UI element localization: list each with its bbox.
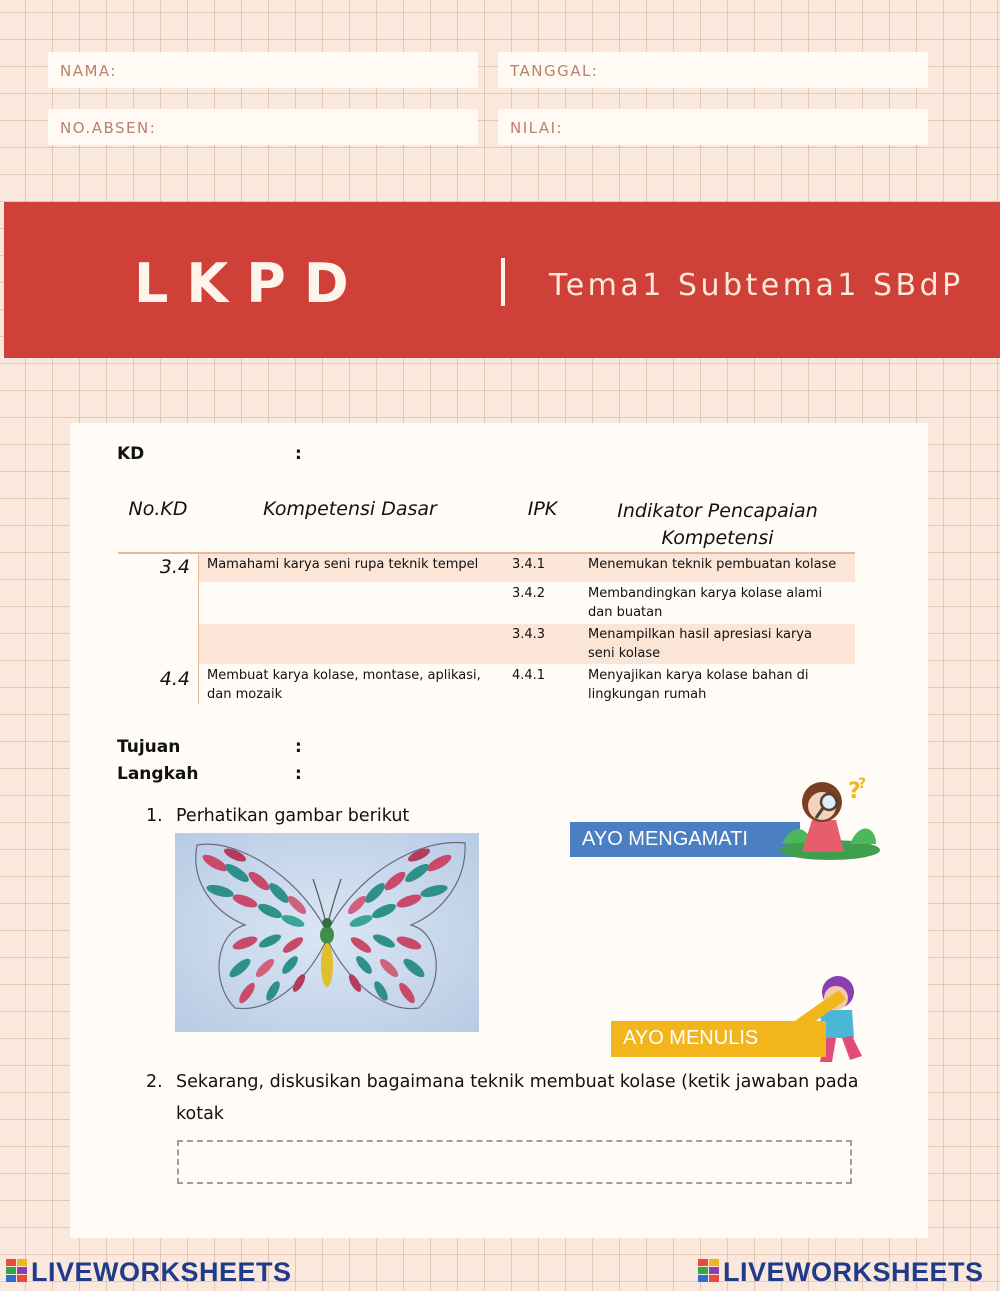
absen-field[interactable] bbox=[48, 109, 478, 145]
title-banner bbox=[4, 202, 1000, 358]
langkah-colon: : bbox=[295, 764, 302, 784]
svg-text:?: ? bbox=[848, 779, 861, 804]
table-cell-ipk: 3.4.3 bbox=[512, 627, 546, 642]
girl-magnifier-illustration bbox=[772, 772, 880, 862]
banner-divider bbox=[501, 258, 505, 306]
kd-label: KD bbox=[117, 444, 145, 464]
table-cell-kompetensi: Mamahami karya seni rupa teknik tempel bbox=[207, 557, 479, 572]
table-cell-indikator: Menemukan teknik pembuatan kolase bbox=[588, 557, 837, 572]
nilai-input[interactable] bbox=[613, 113, 920, 141]
nilai-label: NILAI: bbox=[510, 119, 564, 137]
girl-magnifier-icon bbox=[772, 772, 880, 862]
table-cell-kompetensi: Membuat karya kolase, montase, aplikasi, dan mozaik bbox=[207, 668, 481, 702]
step-1-number: 1. bbox=[146, 806, 163, 826]
absen-input[interactable] bbox=[163, 113, 470, 141]
langkah-label: Langkah bbox=[117, 764, 199, 784]
header-ipk: IPK bbox=[527, 498, 558, 520]
table-cell-ipk: 3.4.1 bbox=[512, 557, 546, 572]
liveworksheets-icon bbox=[6, 1259, 28, 1290]
kd-colon: : bbox=[295, 444, 302, 464]
step-1-text: Perhatikan gambar berikut bbox=[176, 806, 410, 826]
nama-field[interactable] bbox=[48, 52, 478, 88]
butterfly-collage-image bbox=[175, 833, 479, 1032]
tanggal-label: TANGGAL: bbox=[510, 62, 599, 80]
tanggal-field[interactable] bbox=[498, 52, 928, 88]
answer-box[interactable] bbox=[177, 1140, 852, 1184]
nama-label: NAMA: bbox=[60, 62, 117, 80]
brand-logo-left bbox=[6, 1257, 292, 1290]
table-cell-kd: 4.4 bbox=[159, 668, 190, 690]
table-cell-ipk: 4.4.1 bbox=[512, 668, 546, 683]
nilai-field[interactable] bbox=[498, 109, 928, 145]
header-kompetensi: Kompetensi Dasar bbox=[263, 498, 437, 520]
banner-title: LKPD bbox=[134, 252, 367, 315]
answer-input[interactable] bbox=[179, 1142, 850, 1182]
tujuan-label: Tujuan bbox=[117, 737, 181, 757]
banner-subtitle: Tema1 Subtema1 SBdP bbox=[549, 268, 964, 303]
butterfly-illustration bbox=[175, 833, 479, 1032]
ayo-menulis-tag: AYO MENULIS bbox=[611, 1021, 826, 1057]
liveworksheets-icon bbox=[698, 1259, 720, 1290]
brand-name-right: LIVEWORKSHEETS bbox=[723, 1257, 984, 1287]
brand-logo-right bbox=[698, 1257, 984, 1290]
brand-name-left: LIVEWORKSHEETS bbox=[31, 1257, 292, 1287]
table-cell-indikator: Membandingkan karya kolase alami dan buatan bbox=[588, 586, 823, 620]
table-cell-ipk: 3.4.2 bbox=[512, 586, 546, 601]
nama-input[interactable] bbox=[163, 56, 470, 84]
ayo-mengamati-tag: AYO MENGAMATI bbox=[570, 822, 800, 857]
tujuan-colon: : bbox=[295, 737, 302, 757]
table-cell-kd: 3.4 bbox=[159, 556, 190, 578]
step-2-text: Sekarang, diskusikan bagaimana teknik membuat kolase (ketik jawaban pada kotak bbox=[176, 1072, 859, 1124]
tanggal-input[interactable] bbox=[613, 56, 920, 84]
absen-label: NO.ABSEN: bbox=[60, 119, 157, 137]
svg-text:?: ? bbox=[858, 776, 867, 792]
header-no-kd: No.KD bbox=[128, 498, 188, 520]
table-cell-indikator: Menampilkan hasil apresiasi karya seni kolase bbox=[588, 627, 812, 661]
table-cell-indikator: Menyajikan karya kolase bahan di lingkungan rumah bbox=[588, 668, 809, 702]
step-2-number: 2. bbox=[146, 1072, 163, 1092]
header-indikator: Indikator Pencapaian Kompetensi bbox=[617, 500, 818, 549]
